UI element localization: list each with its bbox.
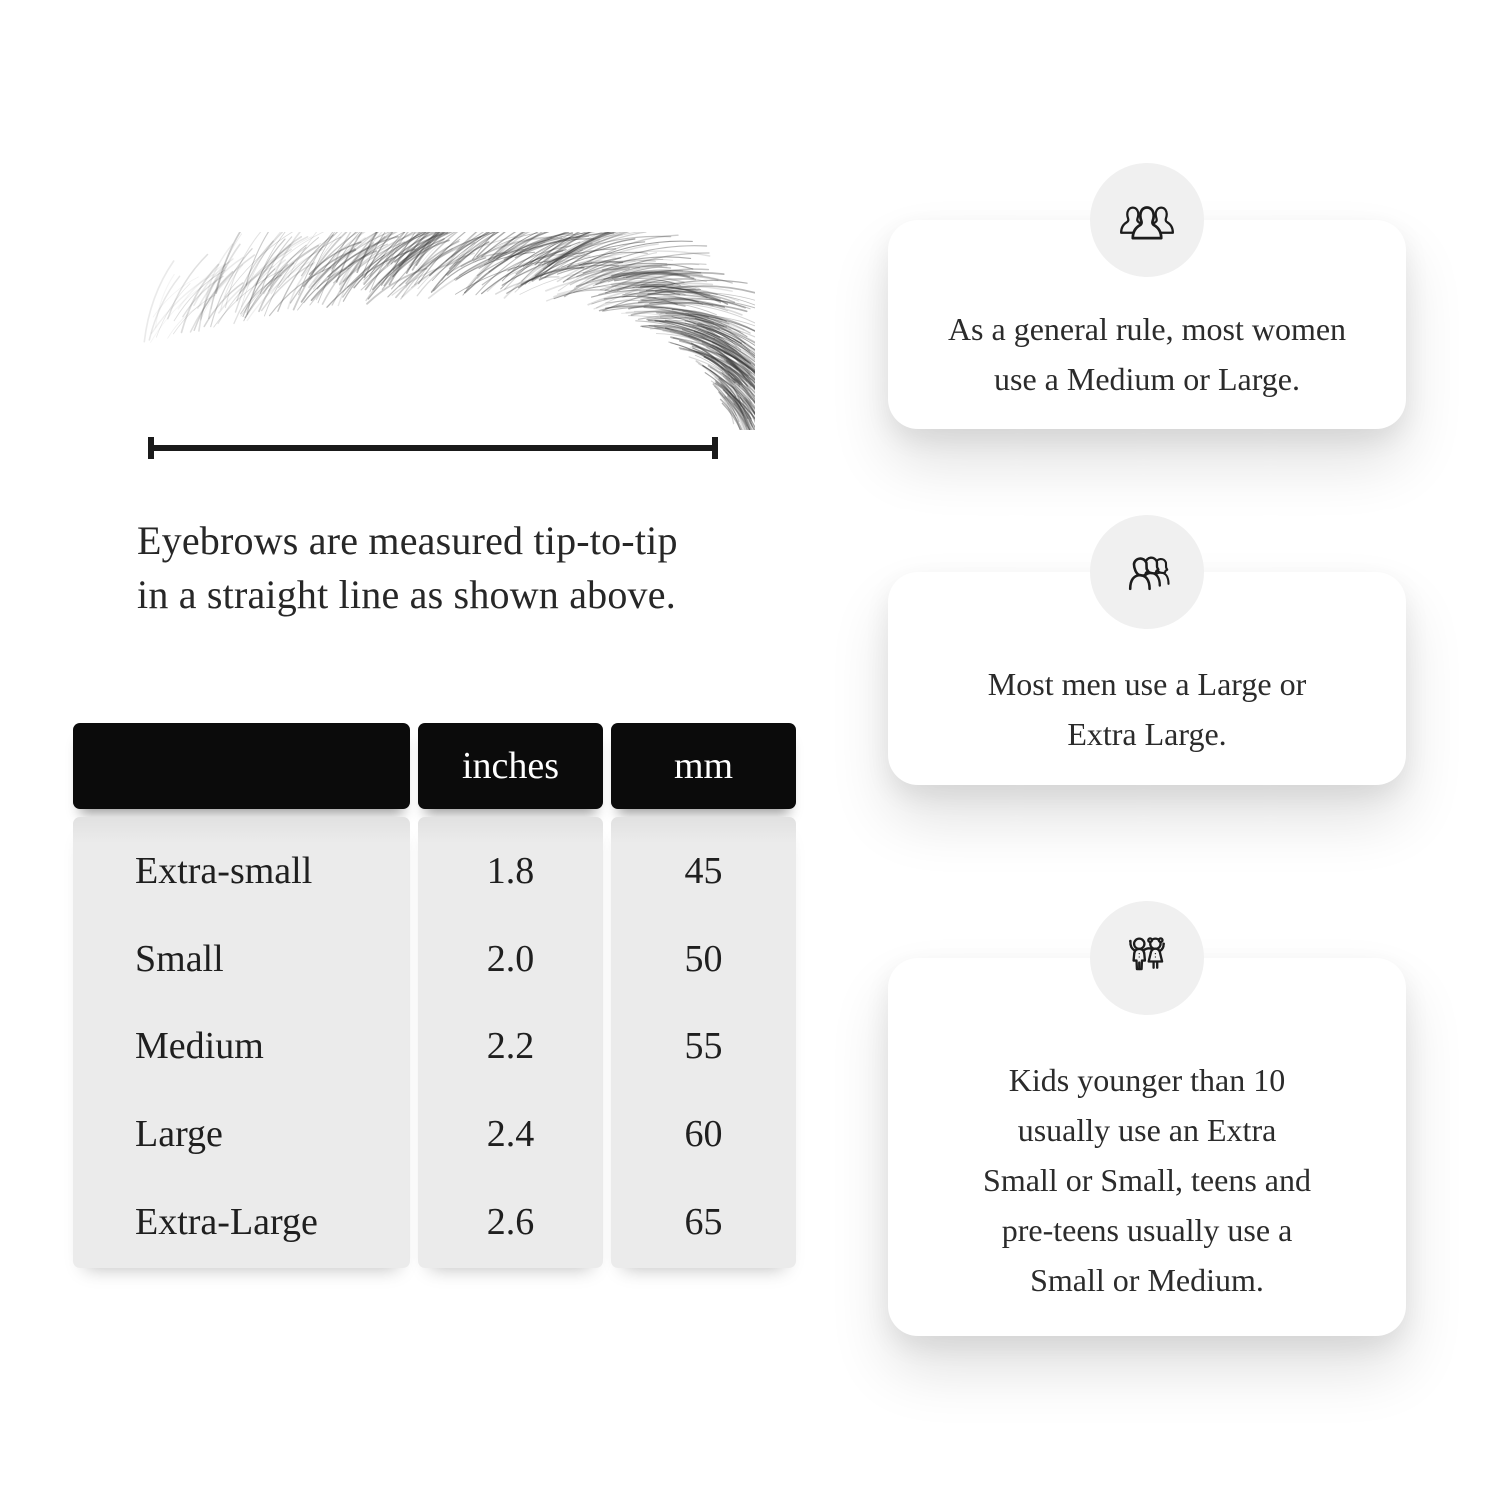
table-header-blank: [73, 723, 410, 809]
card-text-line: Small or Medium.: [1030, 1262, 1264, 1298]
table-column-mm: [611, 817, 796, 1268]
kids-icon: [1116, 927, 1178, 989]
table-cell: 65: [684, 1201, 723, 1244]
measurement-line: [148, 437, 718, 459]
table-cell: Small: [135, 937, 224, 980]
icon-badge: [1090, 163, 1204, 277]
card-kids-text: [888, 1055, 1406, 1305]
table-cell: 2.4: [486, 1113, 535, 1156]
table-cell: 50: [684, 937, 723, 980]
card-text-line: Kids younger than 10: [1008, 1062, 1286, 1098]
table-cell: 2.2: [486, 1025, 535, 1068]
caption-line: in a straight line as shown above.: [137, 572, 676, 617]
caption-line: Eyebrows are measured tip-to-tip: [137, 518, 678, 563]
card-text-line: usually use an Extra: [1017, 1112, 1277, 1148]
icon-badge: [1090, 515, 1204, 629]
table-cell: Large: [135, 1113, 223, 1156]
card-text-line: Most men use a Large or: [987, 665, 1307, 702]
table-cell: 2.0: [486, 937, 535, 980]
card-text-line: use a Medium or Large.: [994, 360, 1300, 397]
card-text-line: Extra Large.: [1067, 715, 1227, 752]
women-group-icon: [1116, 189, 1178, 251]
card-text-line: Small or Small, teens and: [983, 1162, 1311, 1198]
card-text-line: As a general rule, most women: [947, 310, 1347, 347]
card-women-text: [888, 304, 1406, 404]
table-header-inches: inches: [418, 723, 603, 809]
measurement-line-right-cap: [712, 437, 718, 459]
table-cell: Extra-small: [135, 849, 313, 892]
table-column-inches: [418, 817, 603, 1268]
men-group-icon: [1116, 541, 1178, 603]
eyebrow-illustration: [105, 232, 755, 430]
table-cell: 60: [684, 1113, 723, 1156]
table-cell: 2.6: [486, 1201, 535, 1244]
icon-badge: [1090, 901, 1204, 1015]
table-column-labels: [73, 817, 410, 1268]
table-cell: Extra-Large: [135, 1201, 318, 1244]
measurement-caption: [137, 514, 678, 622]
table-cell: 1.8: [486, 849, 535, 892]
table-cell: Medium: [135, 1025, 264, 1068]
measurement-line-bar: [148, 445, 718, 451]
table-cell: 45: [684, 849, 723, 892]
table-header-mm: mm: [611, 723, 796, 809]
table-cell: 55: [684, 1025, 723, 1068]
card-text-line: pre-teens usually use a: [1001, 1212, 1293, 1248]
card-men-text: [888, 659, 1406, 759]
